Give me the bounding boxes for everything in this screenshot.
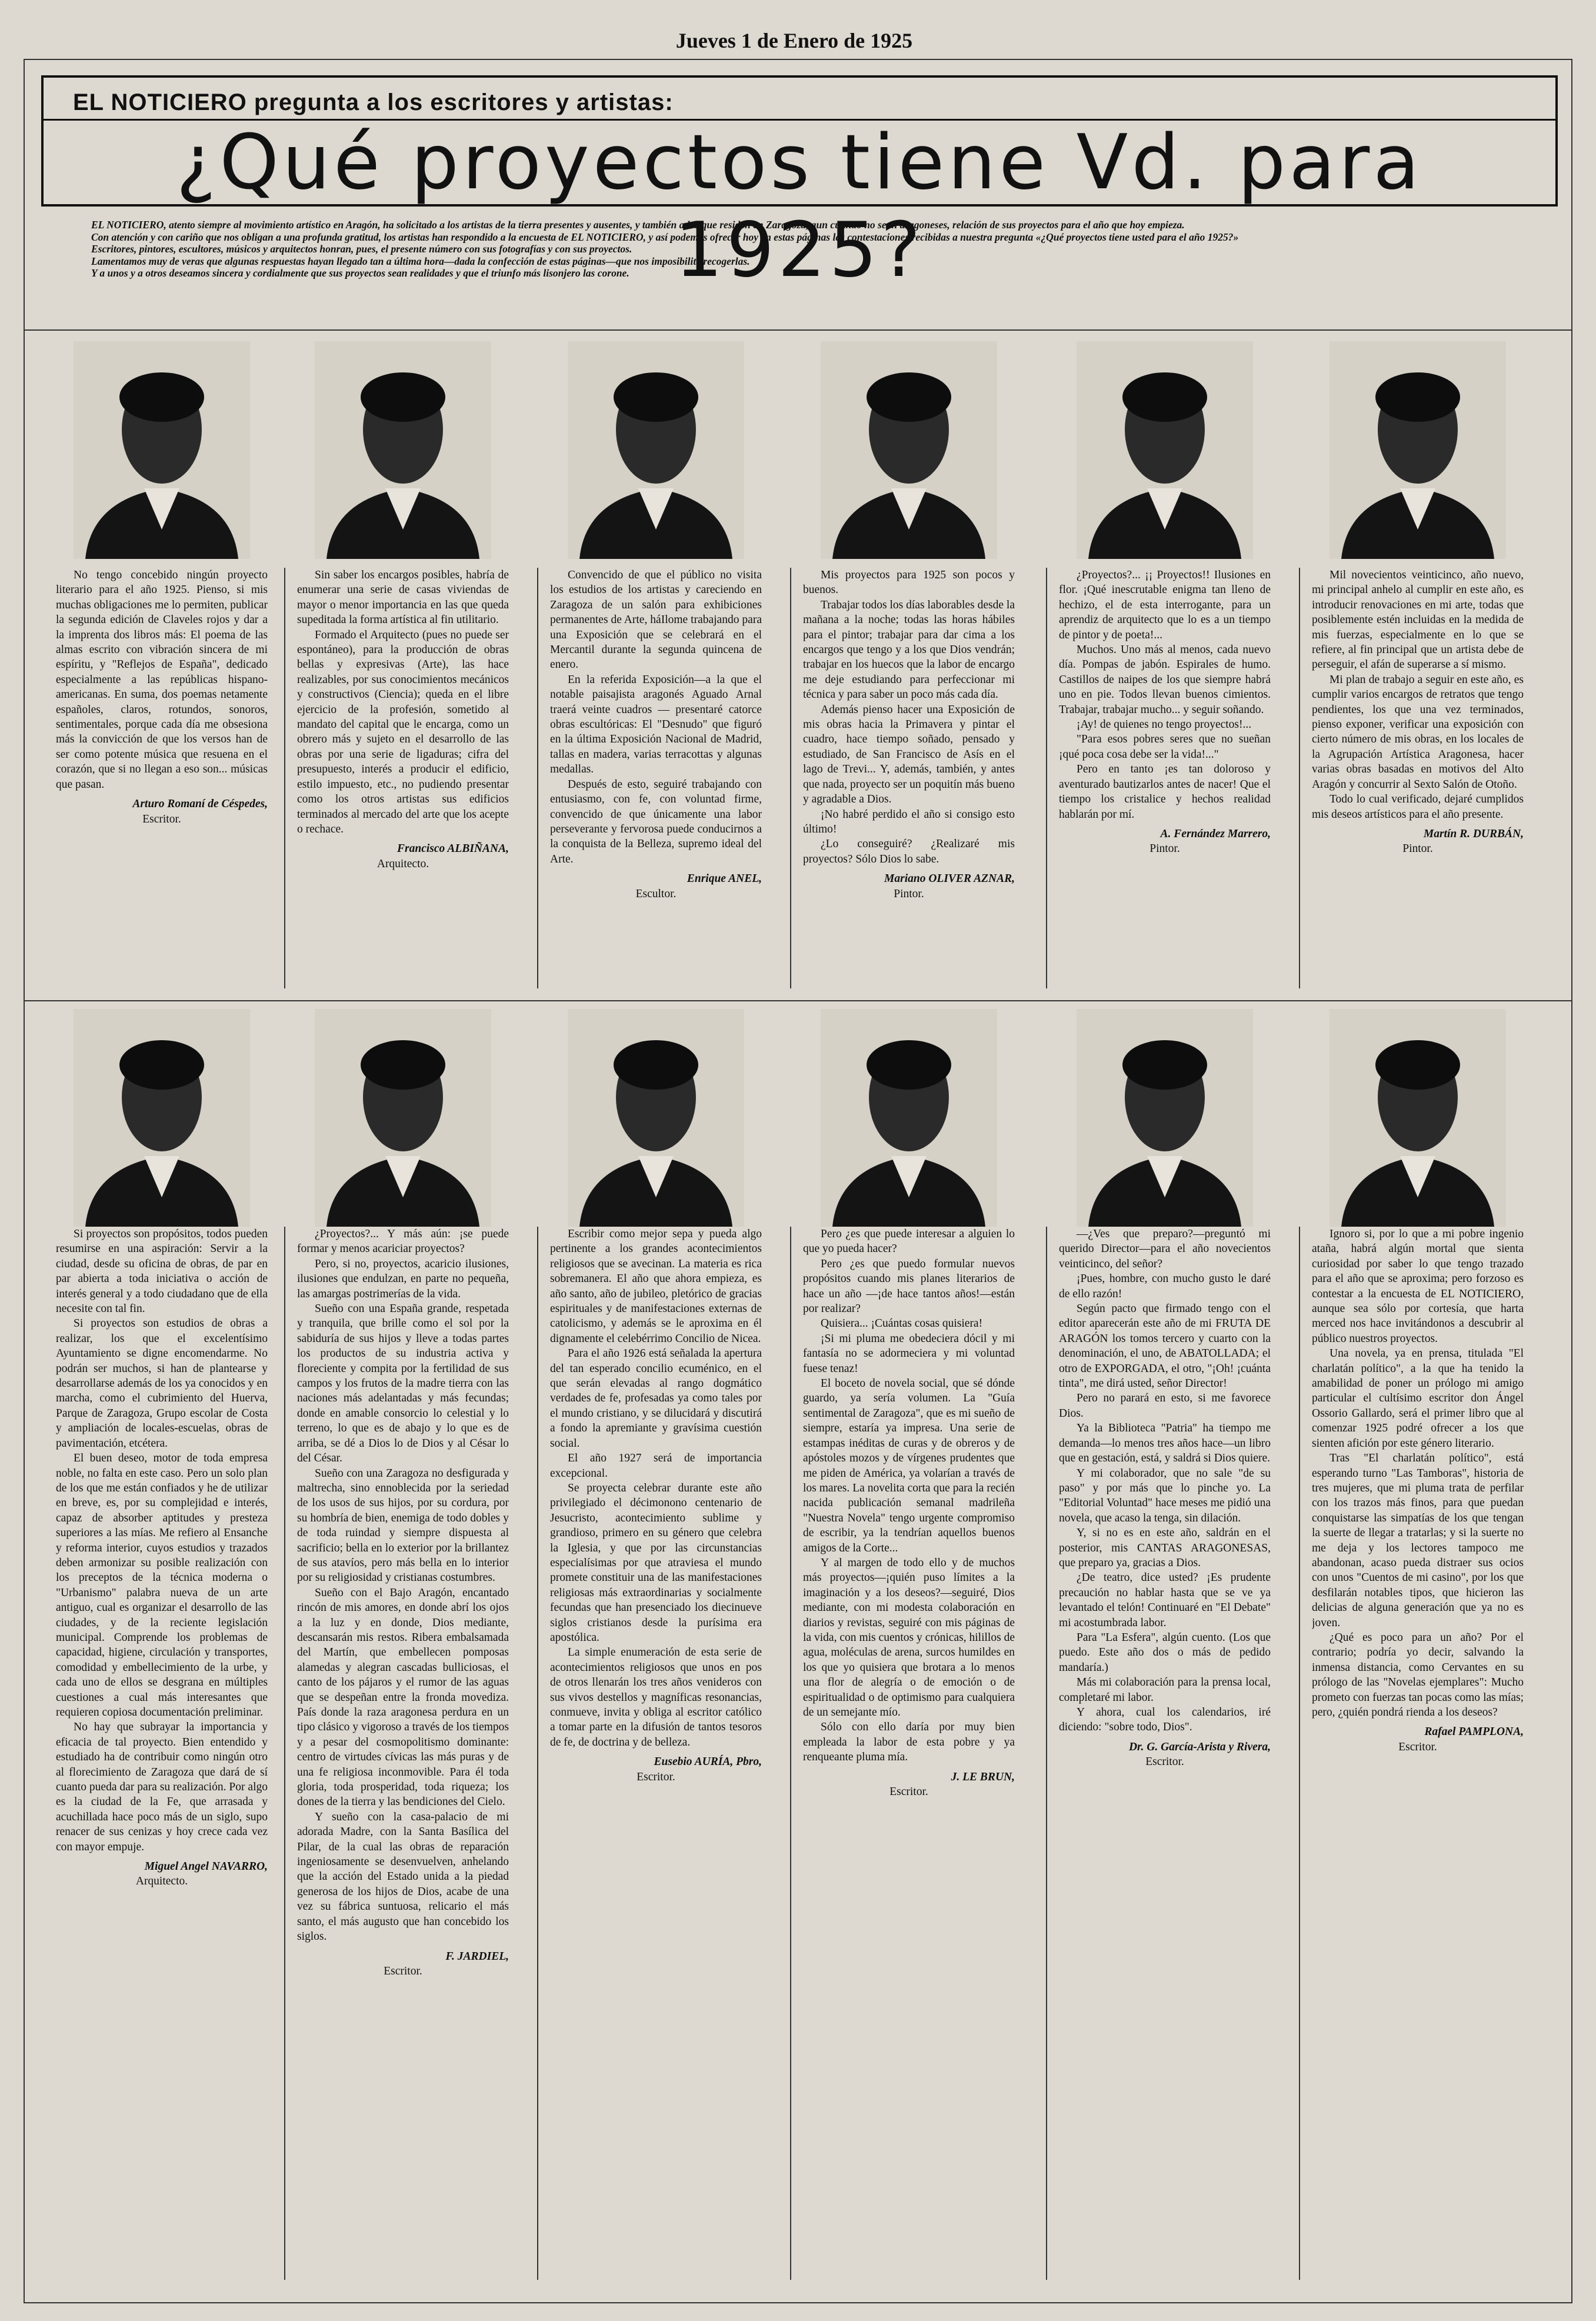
author-role: Arquitecto. <box>376 857 429 870</box>
author-signature: Miguel Angel NAVARRO, <box>144 1860 268 1873</box>
response-column <box>550 568 762 988</box>
portrait-photo <box>568 1009 744 1227</box>
kicker: EL NOTICIERO pregunta a los escritores y artistas: <box>73 89 674 115</box>
response-paragraph: No hay que subrayar la importancia y eficacia de tal proyecto. Bien entendido y estudiado ha de contribuir como ningún otro al florecimiento de Zaragoza que dará de sí cuanto pueda dar para su realización. Por algo es la ciudad de la Fe, que arrasada y acuchillada hace poco más de un siglo, supo renacer de sus cenizas y hoy crece cada vez con mayor empuje. <box>56 1721 268 1853</box>
page-title: ¿Qué proyectos tiene Vd. para 1925? <box>176 119 1423 294</box>
author-signature: Martín R. DURBÁN, <box>1423 827 1524 840</box>
portrait-photo <box>1077 1009 1253 1227</box>
response-paragraph: Una novela, ya en prensa, titulada "El charlatán político", a la que ha tenido la amabilidad de poner un prólogo mi amigo particular el cultísimo escritor don Ángel Ossorio Gallardo, será el primer libro que al comenzar 1925 podré ofrecer a los que sienten afición por este género literario. <box>1312 1347 1524 1450</box>
portrait-photo <box>74 1009 250 1227</box>
author-signature: Arturo Romaní de Céspedes, <box>132 798 268 811</box>
response-paragraph: Ya la Biblioteca "Patria" ha tiempo me demanda—lo menos tres años hace—un libro que en gestación, está, y saldrá si Dios quiere. <box>1059 1422 1271 1465</box>
author-signature: Eusebio AURÍA, Pbro, <box>654 1756 762 1769</box>
portrait-photo <box>315 1009 491 1227</box>
author-role: Pintor. <box>894 887 924 900</box>
intro-paragraph: Y a unos y a otros deseamos sincera y cordialmente que sus proyectos sean realidades y que el triunfo más lisonjero las corone. <box>91 267 629 279</box>
author-role: Arquitecto. <box>135 1875 188 1888</box>
response-column <box>1312 1227 1524 2280</box>
response-paragraph: Para "La Esfera", algún cuento. (Los que puedo. Este año dos o más de pedido mandaría.) <box>1059 1631 1271 1674</box>
intro-paragraph: EL NOTICIERO, atento siempre al movimiento artístico en Aragón, ha solicitado a los artistas de la tierra presentes y ausentes, y también a los que residen en Zaragoza, aun cuando no sean aragoneses, relación de sus proyectos para el año que hoy empieza. <box>91 219 1185 231</box>
response-paragraph: Se proyecta celebrar durante este año privilegiado el décimonono centenario de Jesucristo, acontecimiento sublime y grandioso, primero en su género que celebra la Iglesia, y que por las circunstancias especialísimas por que atraviesa el mundo promete constituir una de las manifestaciones religiosas más extraordinarias y socialmente fecundas que han presenciado los diecinueve siglos cristianos desde la purísima era apostólica. <box>550 1481 762 1644</box>
author-role: Pintor. <box>1149 843 1180 855</box>
response-paragraph: En la referida Exposición—a la que el notable paisajista aragonés Aguado Arnal traerá veinte cuadros — presentaré catorce obras escultóricas: El "Desnudo" que figuró en la última Exposición Nacional de Madrid, tallas en madera, varias terracottas y algunas medallas. <box>550 673 762 776</box>
response-paragraph: Y mi colaborador, que no sale "de su paso" y por más que lo pinche yo. La "Editorial Voluntad" hace meses me pidió una novela, que acaso la tenga, sin dilación. <box>1059 1467 1271 1524</box>
response-paragraph: Pero no parará en esto, si me favorece Dios. <box>1059 1392 1271 1420</box>
author-signature: Mariano OLIVER AZNAR, <box>884 873 1015 885</box>
response-paragraph: Si proyectos son estudios de obras a realizar, los que el excelentísimo Ayuntamiento se digne encomendarme. No podrán ser muchos, si han de plantearse y desarrollarse además de los ya conocidos y en marcha, como el cubrimiento del Huerva, Parque de Zaragoza, Grupo escolar de Costa y ampliación de locales-escuelas, obras de pavimentación, etcétera. <box>56 1317 268 1450</box>
response-paragraph: Según pacto que firmado tengo con el editor aparecerán este año de mi FRUTA DE ARAGÓN los tomos tercero y cuarto con la denominación, el uno, de ABATOLLADA; el otro de EXPORGADA, el otro, "¡Oh! ¡cuánta tinta", me dirá usted, señor Director! <box>1059 1303 1271 1390</box>
response-paragraph: Si proyectos son propósitos, todos pueden resumirse en una aspiración: Servir a la ciudad, desde su oficina de obras, de par en par abierta a toda iniciativa o acción de interés general y a todo ciudadano que de ella necesite con tal fin. <box>56 1228 268 1316</box>
response-paragraph: Sueño con una Zaragoza no desfigurada y maltrecha, sino ennoblecida por la seriedad de los usos de sus hijos, por su cordura, por su hombría de bien, enemiga de todo dobles y de toda ruindad y siempre dispuesta al sacrificio; bella en lo exterior por la brillantez de sus atavíos, pero más bella en lo interior por su religiosidad y cristianas costumbres. <box>297 1467 509 1584</box>
portrait-photo <box>315 341 491 559</box>
column-rule <box>1046 568 1047 988</box>
response-paragraph: Pero ¿es que puedo formular nuevos propósitos cuando mis planes literarios de hace un año —¡de hace tantos años!—están por realizar? <box>803 1257 1015 1316</box>
author-signature: A. Fernández Marrero, <box>1160 827 1271 840</box>
response-paragraph: Todo lo cual verificado, dejaré cumplidos mis deseos artísticos para el año presente. <box>1312 793 1524 821</box>
response-column <box>1059 1227 1271 2280</box>
author-role: Escritor. <box>637 1770 675 1783</box>
column-rule <box>790 568 791 988</box>
column-rule <box>1299 568 1300 988</box>
response-paragraph: Y, si no es en este año, saldrán en el posterior, mis CANTAS ARAGONESAS, que preparo ya, gracias a Dios. <box>1059 1527 1271 1569</box>
response-paragraph: ¿De teatro, dice usted? ¡Es prudente precaución no hablar hasta que se ve ya levantado el telón! Continuaré en "El Debate" mi acostumbrada labor. <box>1059 1571 1271 1629</box>
author-role: Pintor. <box>1402 843 1433 855</box>
response-paragraph: La simple enumeración de esta serie de acontecimientos religiosos que unos en pos de otros llenarán los tres años venideros con sus vivos destellos y magníficas resonancias, conmueve, invita y obliga al escritor católico a tomar parte en la difusión de tantos tesoros de fe, de doctrina y de belleza. <box>550 1646 762 1749</box>
response-paragraph: ¿Lo conseguiré? ¿Realizaré mis proyectos? Sólo Dios lo sabe. <box>803 838 1015 865</box>
intro-paragraph: Lamentamos muy de veras que algunas respuestas hayan llegado tan a última hora—dada la confección de estas páginas—que nos imposibilite recogerlas. <box>91 255 750 267</box>
column-rule <box>537 568 538 988</box>
response-paragraph: Y al margen de todo ello y de muchos más proyectos—¡quién puso límites a la imaginación y a los deseos?—seguiré, Dios mediante, con mi modesta colaboración en diarios y revistas, seguiré con mis páginas de la vida, con mis cuentos y crónicas, hilillos de agua, moléculas de arena, surcos humildes en los que yo quisiera que brotara a lo menos una flor de alegría o de emoción o de espiritualidad o de optimismo para cualquiera de un semejante mío. <box>803 1556 1015 1719</box>
author-signature: F. JARDIEL, <box>445 1950 509 1963</box>
response-paragraph: Formado el Arquitecto (pues no puede ser espontáneo), para la producción de obras bellas y expresivas (Arte), las hace realizables, por sus conocimientos mecánicos y constructivos (Ciencia); queda en el libre ejercicio de la profesión, sometido al mandato del capital que le encarga, como un obrero más y sujeto en el desarrollo de las obras por una serie de ligaduras; cifra del presupuesto, interés a producir el edificio, estilo impuesto, etc., no pudiendo presentar como los otros artistas sus edificios terminados al mercado del arte que los acepte o rechace. <box>297 628 509 835</box>
response-paragraph: —¿Ves que preparo?—preguntó mi querido Director—para el año novecientos veinticinco, del señor? <box>1059 1228 1271 1270</box>
response-paragraph: Pero ¿es que puede interesar a alguien lo que yo pueda hacer? <box>803 1228 1015 1256</box>
response-paragraph: ¡Ay! de quienes no tengo proyectos!... <box>1077 718 1252 731</box>
response-paragraph: Y sueño con la casa-palacio de mi adorada Madre, con la Santa Basílica del Pilar, de la cual las obras de reparación ingeniosamente se desenvuelven, anhelando que la acción del Estado unida a la piedad generosa de los hijos de Dios, acabe de una vez su fábrica suntuosa, relicario el más santo, el más augusto que han concebido los siglos. <box>297 1810 509 1943</box>
intro-paragraph: Escritores, pintores, escultores, músicos y arquitectos honran, pues, el presente número con sus fotografías y con sus proyectos. <box>91 243 632 255</box>
response-paragraph: Trabajar todos los días laborables desde la mañana a la noche; todas las horas hábiles para el pintor; trabajar para dar cima a los encargos que tengo y a los que Dios vendrán; trabajar en los huecos que la labor de encargo me deje estudiando para perfeccionar mi técnica y para saber un poco más cada día. <box>803 598 1015 701</box>
author-role: Escritor. <box>1398 1740 1437 1753</box>
author-signature: J. LE BRUN, <box>951 1770 1015 1783</box>
response-column <box>297 568 509 988</box>
author-signature: Enrique ANEL, <box>687 873 762 885</box>
response-paragraph: No tengo concebido ningún proyecto literario para el año 1925. Pienso, si mis muchas obligaciones me lo permiten, publicar la segunda edición de Claveles rojos y dar a la imprenta dos libros más: El poema de las almas escrito con vibración sincera de mi espíritu, y "Reflejos de España", dedicado especialmente a las repúblicas hispano-americanas. En suma, dos poemas netamente españoles, claros, rotundos, sonoros, sentimentales, porque cada día me obsesiona más la convicción de que los versos han de ser como potente música que resuena en el corazón, que si no llegan a eso son... músicas que pasan. <box>56 569 268 791</box>
column-rule <box>284 1227 285 2280</box>
response-paragraph: Y ahora, cual los calendarios, iré diciendo: "sobre todo, Dios". <box>1059 1706 1271 1734</box>
response-column <box>1059 568 1271 988</box>
response-paragraph: Pero, si no, proyectos, acaricio ilusiones, ilusiones que endulzan, en parte no pequeña, las amargas postrimerías de la vida. <box>297 1257 509 1300</box>
column-rule <box>537 1227 538 2280</box>
response-paragraph: Convencido de que el público no visita los estudios de los artistas y careciendo en Zaragoza de un salón para exhibiciones permanentes de Arte, háIlome trabajando para una Exposición que se celebrará en el Mercantil durante la segunda quincena de enero. <box>550 569 762 671</box>
portrait-photo <box>821 1009 997 1227</box>
response-column <box>56 1227 268 2280</box>
response-paragraph: Muchos. Uno más al menos, cada nuevo día. Pompas de jabón. Espirales de humo. Castillos de naipes de los que siempre habrá uno en pie. Todos llevan buenos cimientos. Trabajar, trabajar mucho... y seguir soñando. <box>1059 644 1271 716</box>
response-paragraph: Después de esto, seguiré trabajando con entusiasmo, con fe, con voluntad firme, convencido de que únicamente una labor perseverante y fervorosa puede conducirnos a la conquista de la Belleza, supremo ideal del Arte. <box>550 778 762 865</box>
response-column <box>56 568 268 988</box>
response-paragraph: ¡Pues, hombre, con mucho gusto le daré de ello razón! <box>1059 1273 1271 1300</box>
response-paragraph: Tras "El charlatán político", está esperando turno "Las Tamboras", historia de tres mujeres, que mi pluma trata de perfilar con los trazos más finos, para que puedan conquistarse las simpatías de los que tengan la suerte de llegar a tratarlas; y si la suerte no me deja y los lectores tampoco me abandonan, acaso pueda distraer sus ocios con unos "Cuentos de mi casino", por los que desfilarán notables tipos, que hicieron las delicias de alguna generación que ya no es joven. <box>1312 1452 1524 1629</box>
author-role: Escritor. <box>1145 1756 1184 1769</box>
author-role: Escritor. <box>142 812 181 825</box>
response-paragraph: Además pienso hacer una Exposición de mis obras hacia la Primavera y pintar el cuadro, hace tiempo soñado, pensado y estudiado, de San Francisco de Asís en el lago de Trevi... Y, además, también, y antes que nada, proyecto ser un poquitín más bueno y agradable a Dios. <box>803 703 1015 806</box>
portrait-photo <box>74 341 250 559</box>
portrait-photo <box>1330 1009 1506 1227</box>
author-signature: Dr. G. García-Arista y Rivera, <box>1128 1740 1271 1753</box>
intro <box>56 219 1538 279</box>
response-column <box>297 1227 509 2280</box>
divider <box>24 1000 1572 1001</box>
intro-paragraph: Con atención y con cariño que nos obligan a una profunda gratitud, los artistas han respondido a la encuesta de EL NOTICIERO, y así podemos ofrecer hoy en estas páginas las contestaciones recibidas a nuestra pregunta «¿Qué proyectos tiene usted para el año 1925?» <box>91 231 1239 243</box>
response-column <box>803 1227 1015 2280</box>
response-paragraph: Escribir como mejor sepa y pueda algo pertinente a los grandes acontecimientos religiosos que se avecinan. La materia es rica sobremanera. El año que ahora empieza, es año santo, año de jubileo, pletórico de gracias espirituales y de manifestaciones externas de catolicismo, y además se le aproxima en él dignamente el celebérrimo Concilio de Nicea. <box>550 1228 762 1345</box>
response-column <box>550 1227 762 2280</box>
column-rule <box>790 1227 791 2280</box>
response-paragraph: Mi plan de trabajo a seguir en este año, es cumplir varios encargos de retratos que tengo pendientes, los que una vez terminados, pienso exponer, verificar una exposición con cierto número de mis obras, en los locales de la Agrupación Artística Aragonesa, hacer varias obras basadas en motivos del Alto Aragón y concurrir al Sexto Salón de Otoño. <box>1312 673 1524 791</box>
column-rule <box>284 568 285 988</box>
response-paragraph: ¿Proyectos?... Y más aún: ¡se puede formar y menos acariciar proyectos? <box>297 1228 509 1256</box>
author-role: Escritor. <box>889 1786 928 1799</box>
response-paragraph: Sueño con una España grande, respetada y tranquila, que brille como el sol por la sabiduría de sus hijos y lleve a todas partes los productos de su industria activa y floreciente y compita por la fertilidad de sus campos y los frutos de la madre tierra con las naciones más adelantadas y más fecundas; donde en amable consorcio lo celestial y lo terreno, lo que es de abajo y lo que es de arriba, se dé a Dios lo de Dios y al César lo del César. <box>297 1303 509 1465</box>
response-paragraph: El buen deseo, motor de toda empresa noble, no falta en este caso. Pero un solo plan de los que me están confiados y he de utilizar en breve, es, por su complejidad e interés, capaz de absorber aptitudes y presteza superiores a las mías. Me refiero al Ensanche y reforma interior, cuyos estudios y trazados deben armonizar su posible realización con los preceptos de la técnica moderna o "Urbanismo" palabra nueva de un arte antiguo, cual es organizar el desarrollo de las ciudades, y de la reciente legislación municipal. Comprende los problemas de capacidad, higiene, circulación y transportes, comodidad y embellecimiento de la urbe, y cada uno de ellos se desgrana en múltiples cuestiones a cual más interesantes que requieren copiosa documentación preliminar. <box>56 1452 268 1719</box>
divider <box>24 329 1572 331</box>
response-paragraph: Sin saber los encargos posibles, habría de enumerar una serie de casas viviendas de mayor o menor importancia en las que queda supeditada la forma artística al fin utilitario. <box>297 569 509 627</box>
response-paragraph: Más mi colaboración para la prensa local, completaré mi labor. <box>1059 1676 1271 1704</box>
response-paragraph: ¿Qué es poco para un año? Por el contrario; podría yo decir, salvando la inmensa distancia, como Cervantes en su prólogo de las "Novelas ejemplares": Mucho prometo con fuerzas tan pocas como las mías; pero, ¿quién pondrá rienda a los deseos? <box>1312 1631 1524 1719</box>
author-signature: Rafael PAMPLONA, <box>1424 1726 1524 1739</box>
response-paragraph: El boceto de novela social, que sé dónde guardo, ya sería volumen. La "Guía sentimental de Zaragoza", que es mi sueño de siempre, estaría ya impresa. Una serie de estampas inéditas de curas y de obreros y de apóstoles mozos y de vírgenes prudentes que me piden de América, ya volarían a través de los mares. La novelita corta que para la recién nacida publicación semanal madrileña "Nuestra Novela" tengo urgente compromiso de escribir, ya la tendrían aquellos buenos amigos de la Corte... <box>803 1377 1015 1554</box>
portrait-photo <box>1330 341 1506 559</box>
response-paragraph: "Para esos pobres seres que no sueñan ¡qué poca cosa debe ser la vida!..." <box>1059 733 1271 761</box>
response-paragraph: Pero en tanto ¡es tan doloroso y aventurado bautizarlos antes de nacer! Que el tiempo los cristalice y hechos realidad hablarán por mí. <box>1059 763 1271 821</box>
response-paragraph: Mil novecientos veinticinco, año nuevo, mi principal anhelo al cumplir en este año, es introducir renovaciones en mi arte, todas que posiblemente estén incluidas en la medida de mis fuerzas, especialmente en lo que se refiere, al fin principal que un artista debe de perseguir, el afán de superarse a sí mismo. <box>1312 569 1524 671</box>
author-signature: Francisco ALBIÑANA, <box>397 843 509 855</box>
response-paragraph: ¡Si mi pluma me obedeciera dócil y mi fantasía no se adormeciera y mi voluntad fuese tenaz! <box>803 1332 1015 1375</box>
author-role: Escultor. <box>635 887 677 900</box>
dateline: Jueves 1 de Enero de 1925 <box>675 29 913 52</box>
portrait-photo <box>821 341 997 559</box>
response-paragraph: Ignoro si, por lo que a mi pobre ingenio ataña, habrá algún mortal que sienta curiosidad por saber lo que tengo trazado para el año que se aproxima; pero forzoso es contestar a la encuesta de EL NOTICIERO, aunque sea sólo por cortesía, que harta merced nos hace invitándonos a descubrir al público nuestros proyectos. <box>1312 1228 1524 1345</box>
response-paragraph: ¿Proyectos?... ¡¡ Proyectos!! Ilusiones en flor. ¡Qué inescrutable enigma tan lleno de hechizo, el de esta interrogante, para un aprendiz de arquitecto que lo es a un tiempo de pintor y de poeta!... <box>1059 569 1271 641</box>
column-rule <box>1299 1227 1300 2280</box>
author-role: Escritor. <box>384 1964 422 1977</box>
portrait-photo <box>1077 341 1253 559</box>
response-paragraph: ¡No habré perdido el año si consigo esto último! <box>803 808 1015 835</box>
response-column <box>803 568 1015 988</box>
response-paragraph: Sueño con el Bajo Aragón, encantado rincón de mis amores, en donde abrí los ojos a la luz y en donde, Dios mediante, descansarán mis restos. Ribera embalsamada del Martín, que embellecen pomposas alamedas y alegran cascadas bulliciosas, el canto de los pájaros y el rumor de las aguas que se despeñan entre la fronda movediza. País donde la raza aragonesa perdura en un tipo clásico y vigoroso a través de los tiempos y a pesar del cosmopolitismo dominante: centro de virtudes cívicas las más puras y de una fe religiosa inconmovible. Para él toda gloria, toda prosperidad, toda riqueza; los dones de la tierra y las bendiciones del Cielo. <box>297 1586 509 1809</box>
column-rule <box>1046 1227 1047 2280</box>
portrait-photo <box>568 341 744 559</box>
response-paragraph: Quisiera... ¡Cuántas cosas quisiera! <box>821 1317 983 1330</box>
response-paragraph: Mis proyectos para 1925 son pocos y buenos. <box>803 569 1015 597</box>
response-column <box>1312 568 1524 988</box>
response-paragraph: Para el año 1926 está señalada la apertura del tan esperado concilio ecuménico, en el que serán elevadas al rango dogmático verdades de fe, profesadas ya como tales por el mundo cristiano, y se dilucidará y discutirá a fondo la apremiante y gravísima cuestión social. <box>550 1347 762 1450</box>
response-paragraph: Sólo con ello daría por muy bien empleada la labor de esta pobre y ya renqueante pluma mía. <box>803 1721 1015 1764</box>
response-paragraph: El año 1927 será de importancia excepcional. <box>550 1452 762 1480</box>
